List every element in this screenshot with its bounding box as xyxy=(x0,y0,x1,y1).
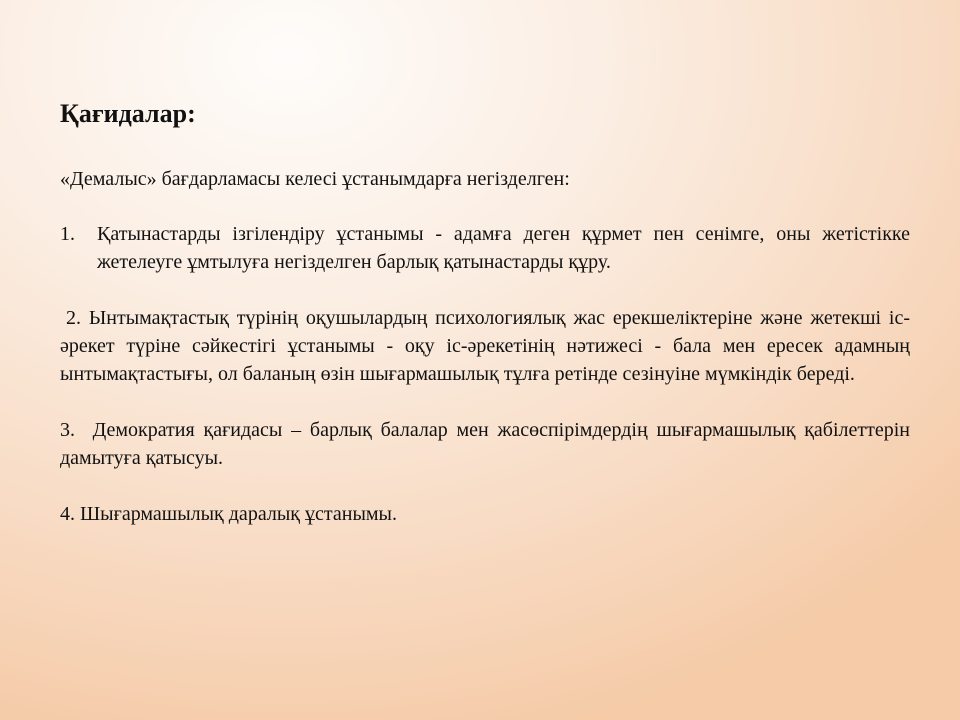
principle-text-4: Шығармашылық даралық ұстанымы. xyxy=(80,503,397,525)
principle-text-1: Қатынастарды ізгілендіру ұстанымы - адамға деген құрмет пен сенімге, оны жетістікке жетелеуге ұмтылуға негізделген барлық қатынастарды құру. xyxy=(97,223,910,273)
slide-content xyxy=(60,96,910,556)
principle-number-3: 3. xyxy=(60,419,75,441)
principle-item-1 xyxy=(60,220,910,276)
principle-number-2: 2. xyxy=(66,307,81,329)
principle-text-2: Ынтымақтастық түрінің оқушылардың психологиялық жас ерекшеліктеріне және жетекші іс-әрекет түріне сәйкестігі ұстанымы - оқу іс-әрекетінің нәтижесі - бала мен ересек адамның ынтымақтастығы, ол баланың өзін шығармашылық тұлға ретінде сезінуіне мүмкіндік береді. xyxy=(60,307,910,385)
principle-item-4 xyxy=(60,500,910,528)
intro-text: «Демалыс» бағдарламасы келесі ұстанымдарға негізделген: xyxy=(60,168,570,190)
principle-text-3: Демократия қағидасы – барлық балалар мен жасөспірімдердің шығармашылық қабілеттерін дамытуға қатысуы. xyxy=(60,419,911,469)
principle-number-4: 4. xyxy=(60,503,75,525)
principle-number-1: 1. xyxy=(60,223,75,245)
principle-item-2 xyxy=(60,304,910,388)
slide-title: Қағидалар: xyxy=(60,99,196,128)
principle-item-3 xyxy=(60,416,910,472)
